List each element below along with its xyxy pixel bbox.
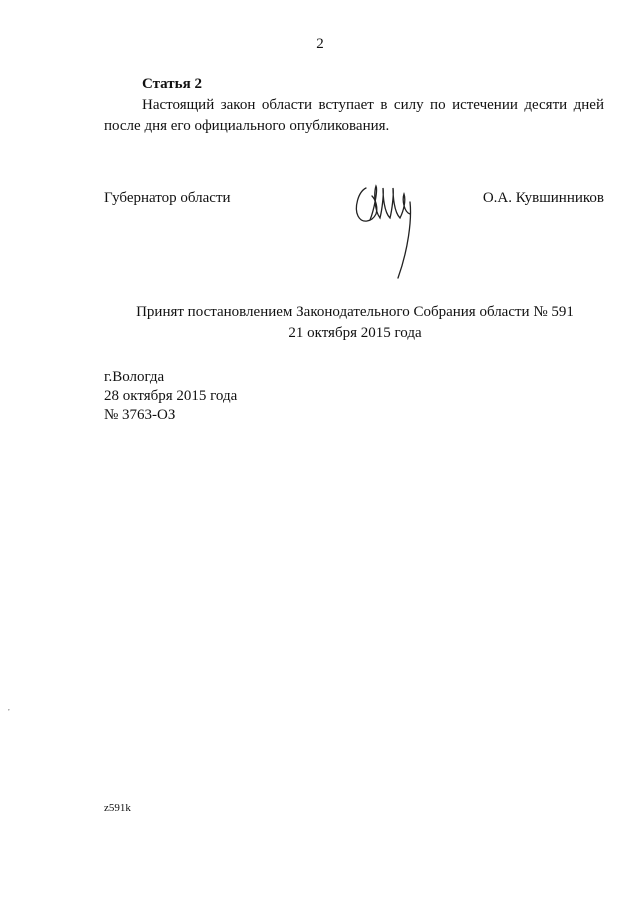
place-date-block (104, 368, 237, 425)
adoption-statement (0, 302, 640, 344)
article-text: Настоящий закон области вступает в силу по истечении десяти дней после дня его официального опубликования. (104, 97, 604, 134)
document-code: z591k (104, 802, 131, 814)
adoption-date: 21 октября 2015 года (288, 325, 422, 341)
law-date: 28 октября 2015 года (104, 388, 238, 404)
handwritten-signature-icon (352, 180, 424, 282)
city: г.Вологда (104, 369, 165, 385)
page-number: 2 (316, 36, 324, 52)
article-title: Статья 2 (142, 76, 202, 92)
signatory-title: Губернатор области (104, 190, 231, 206)
margin-mark: , (8, 704, 10, 712)
adoption-line: Принят постановлением Законодательного Собрания области № 591 (136, 304, 574, 320)
law-number: № 3763-ОЗ (104, 407, 176, 423)
signatory-name: О.А. Кувшинников (482, 190, 604, 206)
